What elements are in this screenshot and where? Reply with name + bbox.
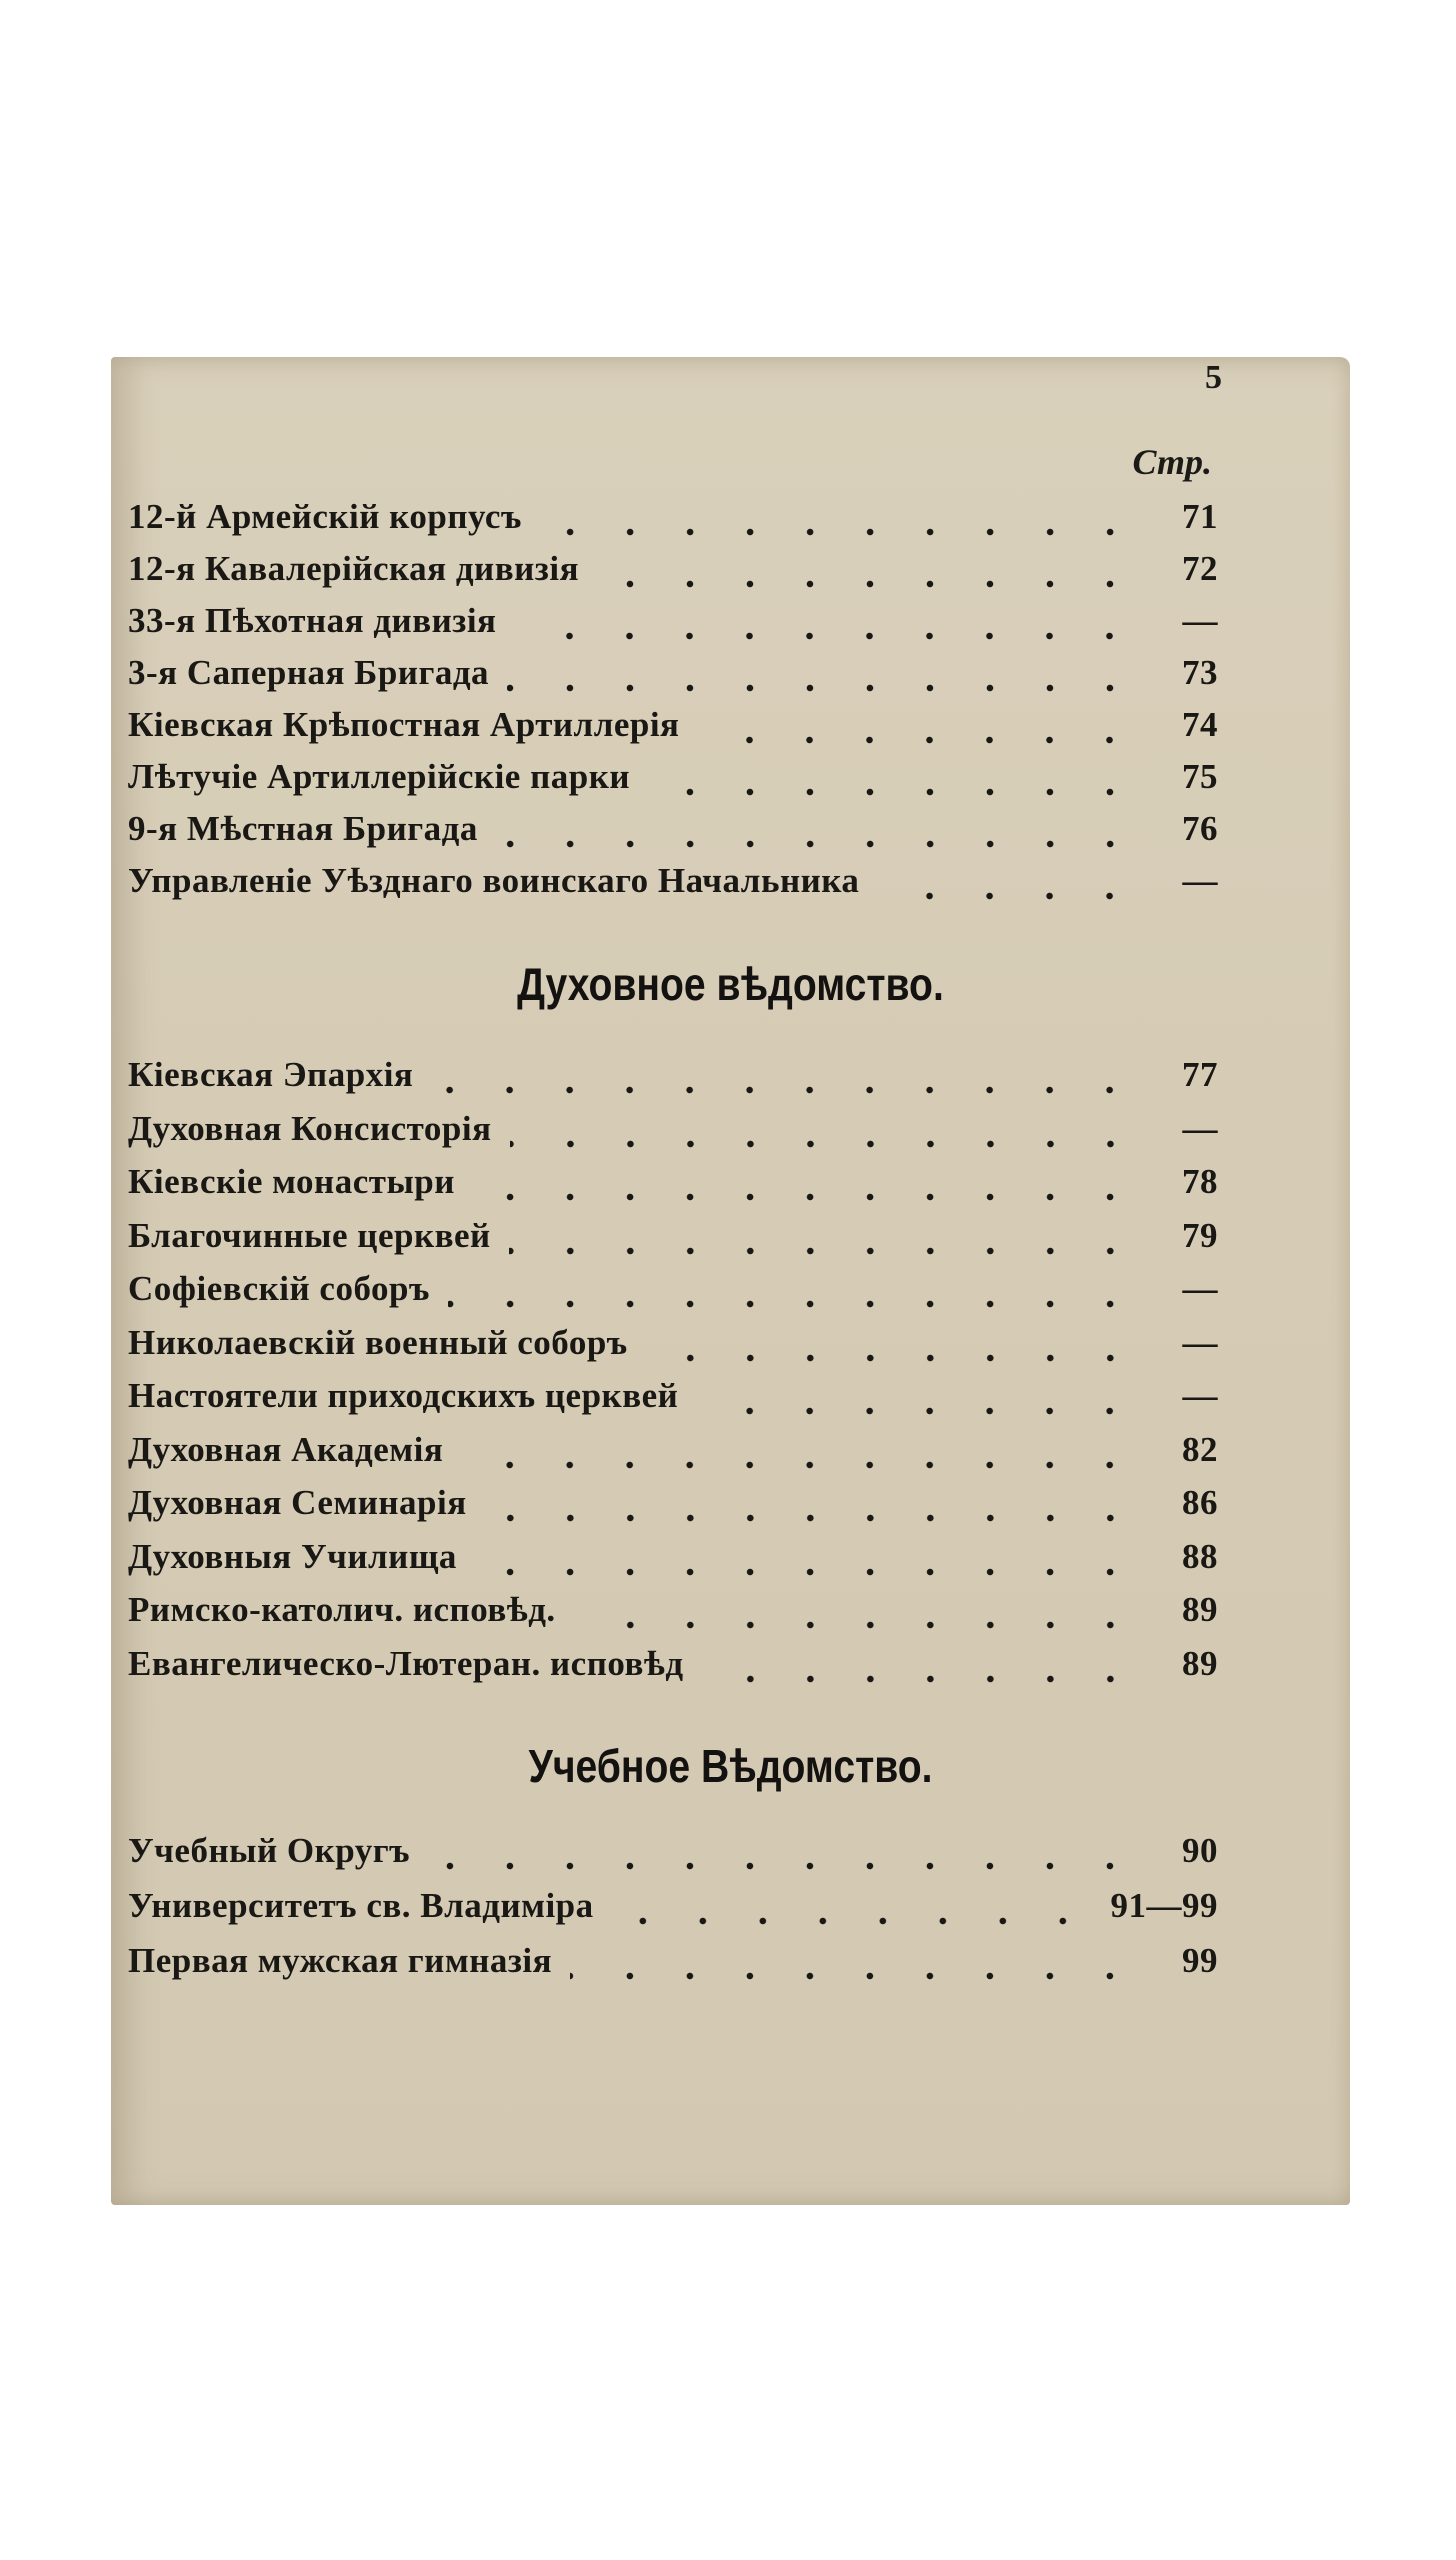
- toc-entry: [128, 861, 1218, 913]
- toc-entry-label: 9-я Мѣстная Бригада: [128, 809, 478, 848]
- toc-entry: [128, 1376, 1218, 1428]
- dot-leader: [597, 580, 1140, 588]
- dot-leader: [448, 1300, 1140, 1308]
- toc-entry-page: —: [1182, 1269, 1218, 1308]
- toc-entry-page: 73: [1182, 653, 1218, 692]
- toc-entry-page: 91—99: [1110, 1886, 1218, 1925]
- dot-leader: [646, 1354, 1140, 1362]
- toc-entry: [128, 1109, 1218, 1161]
- toc-entry-page: 75: [1182, 757, 1218, 796]
- toc-entry: [128, 1162, 1218, 1214]
- toc-entry: [128, 549, 1218, 601]
- toc-entry: [128, 1886, 1218, 1938]
- toc-entry-label: Учебный Округъ: [128, 1831, 411, 1870]
- toc-entry-page: 88: [1182, 1536, 1218, 1576]
- toc-entry-label: Благочинные церквей: [128, 1215, 491, 1255]
- toc-entry-page: —: [1182, 601, 1218, 640]
- toc-entry: [128, 1483, 1218, 1535]
- toc-entry-label: Софіевскій соборъ: [128, 1269, 430, 1308]
- dot-leader: [877, 892, 1140, 900]
- toc-entry-label: Духовныя Училища: [128, 1536, 457, 1576]
- column-header-page: Стр.: [1132, 442, 1212, 482]
- toc-entry-page: 82: [1182, 1429, 1218, 1469]
- dot-leader: [461, 1461, 1140, 1469]
- toc-entry-label: Духовная Академія: [128, 1429, 444, 1469]
- dot-leader: [473, 1193, 1140, 1201]
- toc-entry-page: 71: [1182, 497, 1218, 536]
- toc-entry-page: 72: [1182, 549, 1218, 588]
- toc-entry-label: 12-й Армейскій корпусъ: [128, 497, 522, 536]
- toc-entry-label: 33-я Пѣхотная дивизія: [128, 601, 497, 640]
- toc-entry-page: 89: [1182, 1643, 1218, 1683]
- toc-entry-label: Первая мужская гимназія: [128, 1941, 553, 1980]
- dot-leader: [648, 788, 1140, 796]
- page-number: 5: [1205, 359, 1222, 396]
- toc-entry-page: 74: [1182, 705, 1218, 744]
- dot-leader: [514, 632, 1140, 640]
- toc-entry: [128, 1323, 1218, 1375]
- toc-entry: [128, 809, 1218, 861]
- toc-entry-label: Управленіе Уѣзднаго воинскаго Начальника: [128, 861, 860, 900]
- toc-entry-page: 90: [1182, 1831, 1218, 1870]
- toc-entry: [128, 1590, 1218, 1642]
- dot-leader: [570, 1972, 1140, 1980]
- dot-leader: [431, 1086, 1140, 1094]
- dot-leader: [702, 1675, 1140, 1683]
- toc-entry-label: Кіевская Крѣпостная Артиллерія: [128, 705, 680, 744]
- dot-leader: [428, 1862, 1140, 1870]
- toc-entry-label: Университетъ св. Владиміра: [128, 1886, 594, 1925]
- toc-entry: [128, 1216, 1218, 1268]
- toc-entry-label: 12-я Кавалерійская дивизія: [128, 549, 580, 588]
- toc-entry-page: 77: [1182, 1055, 1218, 1094]
- toc-entry: [128, 757, 1218, 809]
- toc-entry-label: Кіевскіе монастыри: [128, 1162, 455, 1201]
- toc-entry-label: Евангелическо-Лютеран. исповѣд: [128, 1643, 684, 1683]
- toc-entry-label: Римско-католич. исповѣд.: [128, 1590, 556, 1629]
- toc-entry: [128, 1831, 1218, 1883]
- book-page: [111, 357, 1350, 2205]
- dot-leader: [540, 528, 1140, 536]
- section-heading: Духовное вѣдомство.: [517, 958, 944, 1010]
- dot-leader: [507, 684, 1140, 692]
- toc-entry: [128, 601, 1218, 653]
- toc-entry: [128, 1941, 1218, 1993]
- dot-leader: [612, 1917, 1093, 1925]
- toc-entry-label: Лѣтучіе Артиллерійскіе парки: [128, 757, 631, 796]
- toc-entry: [128, 1269, 1218, 1321]
- toc-entry-page: —: [1182, 1376, 1218, 1415]
- toc-entry-label: 3-я Саперная Бригада: [128, 653, 490, 692]
- toc-entry-page: 79: [1182, 1215, 1218, 1255]
- toc-entry-page: —: [1182, 1108, 1218, 1148]
- dot-leader: [509, 1247, 1140, 1255]
- toc-entry: [128, 653, 1218, 705]
- toc-entry-label: Духовная Семинарія: [128, 1483, 467, 1522]
- toc-entry-page: 76: [1182, 809, 1218, 848]
- dot-leader: [697, 736, 1140, 744]
- toc-entry-label: Настоятели приходскихъ церквей: [128, 1376, 679, 1415]
- toc-entry: [128, 1430, 1218, 1482]
- toc-entry-page: —: [1182, 1322, 1218, 1362]
- toc-entry-label: Духовная Консисторія: [128, 1108, 492, 1148]
- toc-entry-label: Николаевскій военный соборъ: [128, 1322, 628, 1362]
- toc-entry-page: 89: [1182, 1590, 1218, 1629]
- toc-entry: [128, 1537, 1218, 1589]
- dot-leader: [696, 1407, 1140, 1415]
- dot-leader: [574, 1621, 1140, 1629]
- toc-entry: [128, 497, 1218, 549]
- toc-entry: [128, 1055, 1218, 1107]
- dot-leader: [496, 840, 1140, 848]
- section-heading: Учебное Вѣдомство.: [528, 1740, 933, 1792]
- toc-entry-page: 78: [1182, 1162, 1218, 1201]
- toc-entry-page: —: [1182, 861, 1218, 900]
- dot-leader: [485, 1514, 1140, 1522]
- dot-leader: [510, 1140, 1140, 1148]
- toc-entry: [128, 1644, 1218, 1696]
- dot-leader: [475, 1568, 1140, 1576]
- toc-entry: [128, 705, 1218, 757]
- toc-entry-page: 86: [1182, 1483, 1218, 1522]
- toc-entry-label: Кіевская Эпархія: [128, 1055, 414, 1094]
- toc-entry-page: 99: [1182, 1941, 1218, 1980]
